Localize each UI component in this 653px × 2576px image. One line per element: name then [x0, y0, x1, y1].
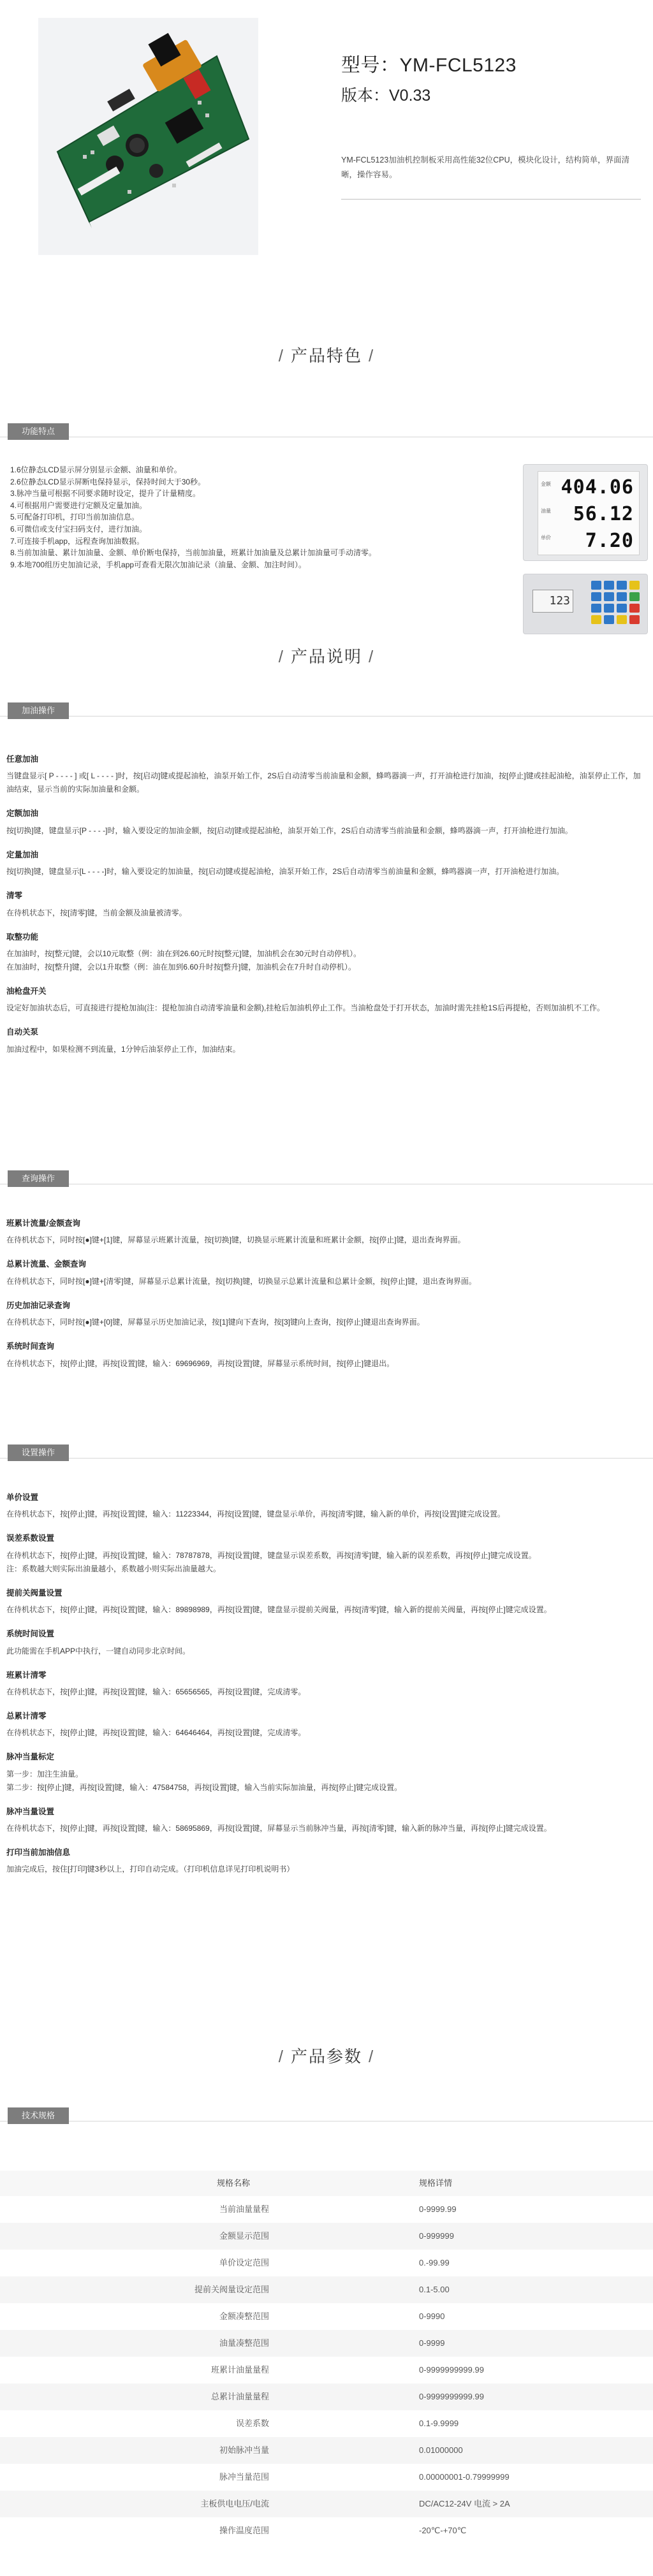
block-text: 按[切换]键，键盘显示[P - - - -]时，输入要设定的加油金额，按[启动]键或提起油枪，油泵开始工作，2S后自动清零当前油量和金额，蜂鸣器滴一声，打开油枪进行加油。: [6, 826, 573, 835]
table-row: [0, 2223, 653, 2250]
key: [617, 615, 627, 624]
block-heading: 班累计流量/金额查询: [6, 1219, 80, 1228]
keypad-keys: [591, 581, 642, 624]
key: [591, 581, 601, 590]
key: [604, 615, 614, 624]
table-row: [0, 2464, 653, 2491]
table-row: [0, 2357, 653, 2383]
spec-name: 脉冲当量范围: [219, 2471, 269, 2482]
block-heading: 系统时间查询: [6, 1342, 55, 1351]
product-image: [38, 18, 258, 255]
spec-value: 0-9999999999.99: [326, 2383, 653, 2410]
section-title-text: 产品说明: [290, 647, 362, 666]
block-text: 在待机状态下，同时按[●]键+[1]键，屏幕显示班累计流量，按[切换]键，切换显示班累计流量和班累计金额，按[停止]键，退出查询界面。: [6, 1235, 466, 1245]
spec-name: 单价设定范围: [219, 2257, 269, 2267]
section-title-manual: / 产品说明 /: [278, 647, 375, 666]
section-title-params: / 产品参数 /: [278, 2047, 375, 2066]
settings-block: [6, 1532, 644, 1575]
block-text: 在待机状态下，按[停止]键，再按[设置]键，输入：89898989，再按[设置]键，键盘显示提前关阀量，再按[清零]键，输入新的提前关阀量，再按[停止]键完成设置。: [6, 1605, 552, 1615]
block-heading: 脉冲当量设置: [6, 1807, 55, 1816]
spec-name: 班累计油量量程: [210, 2364, 269, 2375]
list-item: 8.当前加油量、累计加油量、金额、单价断电保持，当前加油量，班累计加油量及总累计加油量可手动清零。: [10, 548, 377, 558]
key: [617, 581, 627, 590]
key: [617, 604, 627, 613]
tag-specs: 技术规格: [8, 2107, 69, 2124]
spec-value: 0.1-9.9999: [419, 2418, 459, 2428]
section-title-text: 产品特色: [290, 346, 362, 365]
hero-text: [341, 51, 517, 108]
lcd-amount: 404.06: [561, 476, 634, 498]
block-heading: 清零: [6, 891, 23, 901]
settings-block: [6, 1587, 644, 1617]
block-text: 当键盘显示[ P - - - - ] 或[ L - - - - ]时，按[启动]键或提起油枪，油泵开始工作，2S后自动清零当前油量和金额，蜂鸣器滴一声，打开油枪进行加油，按[停止]键或挂起油枪，油泵停止工作，加油结束，显示当前的实际加油量和金额。: [6, 771, 641, 794]
block-heading: 总累计清零: [6, 1711, 47, 1721]
block-heading: 取整功能: [6, 932, 39, 942]
block-text: 在待机状态下，按[停止]键，再按[设置]键，输入：69696969，再按[设置]键，屏幕显示系统时间，按[停止]键退出。: [6, 1358, 395, 1368]
table-row: [0, 2383, 653, 2410]
refuel-block: [6, 1026, 644, 1056]
table-row: [0, 2330, 653, 2357]
spec-name: 误差系数: [235, 2418, 269, 2428]
tag-bar-features: [0, 423, 653, 437]
spec-name: 提前关阀量设定范围: [0, 2276, 326, 2303]
tag-bar-refuel: [0, 702, 653, 717]
refuel-block: [6, 890, 644, 919]
block-text: 设定好加油状态后，可直接进行提枪加油(注：提枪加油自动清零油量和金额),挂枪后加油机停止工作。当油枪盘处于打开状态，加油时需先挂枪1S后再提枪，否则加油机不工作。: [6, 1003, 605, 1013]
settings-block: [6, 1806, 644, 1835]
block-heading: 历史加油记录查询: [6, 1300, 71, 1310]
lcd-label-volume: 油量: [541, 508, 551, 514]
divider: [341, 199, 641, 200]
tag-refuel: 加油操作: [8, 702, 69, 719]
list-item: 3.脉冲当量可根据不同要求随时设定，提升了计量精度。: [10, 489, 201, 498]
spec-name: 初始脉冲当量: [0, 2437, 326, 2464]
list-item: 7.可连接手机app，远程查询加油数据。: [10, 536, 145, 546]
list-item: 4.可根据用户需要进行定额及定量加油。: [10, 500, 147, 510]
spec-value: 0.01000000: [326, 2437, 653, 2464]
spec-name: 当前油量量程: [219, 2204, 269, 2214]
refuel-block: [6, 753, 644, 796]
table-row: [0, 2491, 653, 2517]
key: [629, 592, 640, 601]
block-heading: 任意加油: [6, 755, 39, 764]
list-item: 9.本地700组历史加油记录，手机app可查看无限次加油记录（油量、金额、加注时间）。: [10, 560, 307, 569]
settings-block: [6, 1847, 644, 1876]
block-text: 在待机状态下，按[停止]键，再按[设置]键，输入：65656565，再按[设置]键，完成清零。: [6, 1687, 306, 1696]
spec-table: [0, 2171, 653, 2544]
table-header-detail: 规格详情: [326, 2171, 653, 2196]
query-content: [6, 1218, 644, 1382]
lcd-volume: 56.12: [573, 503, 634, 525]
feature-list: [10, 464, 520, 571]
spec-value: DC/AC12-24V 电流 > 2A: [326, 2491, 653, 2517]
spec-value: -20℃-+70℃: [419, 2525, 467, 2535]
key: [629, 581, 640, 590]
table-header-row: [0, 2171, 653, 2196]
table-row: [0, 2303, 653, 2330]
block-text: 在待机状态下，按[停止]键，再按[设置]键，输入：78787878，再按[设置]键，键盘显示误差系数，再按[清零]键，输入新的误差系数，再按[停止]键完成设置。 注：系数越大则实际出油量越小，系数越小则实际出油量越大。: [6, 1550, 536, 1573]
block-heading: 单价设置: [6, 1493, 39, 1502]
refuel-block: [6, 986, 644, 1015]
section-title-features: / 产品特色 /: [278, 346, 375, 365]
spec-name: 主板供电电压/电流: [0, 2491, 326, 2517]
block-text: 加油完成后，按住[打印]键3秒以上，打印自动完成。（打印机信息详见打印机说明书）: [6, 1865, 295, 1874]
table-row: [0, 2250, 653, 2276]
spec-name: 操作温度范围: [219, 2525, 269, 2535]
key: [604, 604, 614, 613]
list-item: 2.6位静态LCD显示屏断电保持显示，保持时间大于30秒。: [10, 477, 206, 486]
settings-content: [6, 1492, 644, 1888]
query-block: [6, 1258, 644, 1288]
table-header-name: 规格名称: [0, 2171, 326, 2196]
refuel-block: [6, 849, 644, 878]
spec-value: 0-9999.99: [419, 2204, 457, 2214]
key: [591, 615, 601, 624]
tag-settings: 设置操作: [8, 1444, 69, 1461]
lcd-label-price: 单价: [541, 535, 551, 541]
query-block: [6, 1341, 644, 1370]
settings-block: [6, 1751, 644, 1794]
spec-name: 油量凑整范围: [0, 2330, 326, 2357]
table-row: [0, 2276, 653, 2303]
refuel-block: [6, 931, 644, 974]
block-text: 第一步：加注生油量。 第二步：按[停止]键，再按[设置]键，输入：47584758，再按[设置]键，输入当前实际加油量，再按[停止]键完成设置。: [6, 1769, 402, 1792]
block-text: 在待机状态下，按[停止]键，再按[设置]键，输入：58695869，再按[设置]键，屏幕显示当前脉冲当量，再按[清零]键，输入新的脉冲当量，再按[停止]键完成设置。: [6, 1824, 552, 1833]
model-title: 型号：YM-FCL5123: [341, 55, 517, 76]
spec-value: 0.1-5.00: [326, 2276, 653, 2303]
block-heading: 脉冲当量标定: [6, 1752, 55, 1762]
query-block: [6, 1218, 644, 1247]
spec-value: 0-9999: [326, 2330, 653, 2357]
lcd-display-image: [523, 464, 648, 561]
tag-bar-settings: [0, 1444, 653, 1459]
key: [604, 581, 614, 590]
block-heading: 系统时间设置: [6, 1629, 55, 1639]
spec-value: 0-9999999999.99: [419, 2364, 484, 2375]
tag-bar-specs: [0, 2107, 653, 2121]
key: [617, 592, 627, 601]
key: [604, 592, 614, 601]
lcd-price: 7.20: [585, 530, 634, 552]
spec-value: 0.-99.99: [419, 2257, 450, 2267]
block-heading: 总累计流量、金额查询: [6, 1260, 87, 1269]
list-item: 5.可配备打印机，打印当前加油信息。: [10, 513, 140, 522]
block-text: 此功能需在手机APP中执行，一键自动同步北京时间。: [6, 1646, 191, 1655]
spec-name: 金额显示范围: [0, 2223, 326, 2250]
table-row: [0, 2517, 653, 2544]
block-text: 按[切换]键，键盘显示[L - - - -]时，输入要设定的加油量，按[启动]键或提起油枪，油泵开始工作，2S后自动清零当前油量和金额，蜂鸣器滴一声，打开油枪进行加油。: [6, 867, 564, 877]
keypad-image: [523, 574, 648, 634]
spec-name: 金额凑整范围: [219, 2311, 269, 2321]
settings-block: [6, 1710, 644, 1740]
block-heading: 定额加油: [6, 809, 39, 819]
table-row: [0, 2437, 653, 2464]
query-block: [6, 1300, 644, 1329]
table-row: [0, 2410, 653, 2437]
block-heading: 误差系数设置: [6, 1534, 55, 1543]
key: [591, 592, 601, 601]
block-heading: 自动关泵: [6, 1028, 39, 1037]
version-title: 版本：V0.33: [341, 86, 431, 105]
list-item: 1.6位静态LCD显示屏分别显示金额、油量和单价。: [10, 465, 182, 474]
block-heading: 班累计清零: [6, 1670, 47, 1680]
key: [591, 604, 601, 613]
key: [629, 615, 640, 624]
block-text: 在待机状态下，同时按[●]键+[清零]键，屏幕显示总累计流量，按[切换]键，切换显示总累计流量和总累计金额，按[停止]键，退出查询界面。: [6, 1276, 476, 1286]
spec-value: 0.00000001-0.79999999: [419, 2471, 510, 2482]
settings-block: [6, 1628, 644, 1657]
block-heading: 提前关阀量设置: [6, 1588, 62, 1597]
refuel-content: [6, 753, 644, 1068]
block-heading: 定量加油: [6, 850, 39, 859]
tag-features: 功能特点: [8, 423, 69, 440]
spec-name: 总累计油量量程: [0, 2383, 326, 2410]
settings-block: [6, 1670, 644, 1699]
tag-bar-query: [0, 1170, 653, 1184]
spec-value: 0-999999: [326, 2223, 653, 2250]
keypad-screen: 123: [532, 590, 573, 613]
block-heading: 打印当前加油信息: [6, 1848, 71, 1857]
block-text: 加油过程中，如果检测不到流量，1分钟后油泵停止工作，加油结束。: [6, 1044, 240, 1054]
list-item: 6.可微信或支付宝扫码支付，进行加油。: [10, 524, 147, 534]
block-text: 在待机状态下，按[停止]键，再按[设置]键，输入：11223344，再按[设置]键，键盘显示单价，再按[清零]键，输入新的单价，再按[设置]键完成设置。: [6, 1510, 505, 1519]
block-heading: 油枪盘开关: [6, 986, 47, 996]
table-row: [0, 2196, 653, 2223]
settings-block: [6, 1492, 644, 1521]
section-title-text: 产品参数: [290, 2047, 362, 2066]
pcb-board-illustration: [38, 18, 258, 255]
spec-value: 0-9990: [419, 2311, 445, 2321]
hero: [0, 0, 653, 268]
lcd-label-amount: 金额: [541, 481, 551, 487]
block-text: 在待机状态下，按[清零]键，当前金额及油量被清零。: [6, 908, 187, 917]
block-text: 在待机状态下，按[停止]键，再按[设置]键，输入：64646464，再按[设置]键，完成清零。: [6, 1728, 306, 1738]
block-text: 在待机状态下，同时按[●]键+[0]键，屏幕显示历史加油记录，按[1]键向下查询，按[3]键向上查询，按[停止]键退出查询界面。: [6, 1318, 425, 1327]
key: [629, 604, 640, 613]
hero-description: YM-FCL5123加油机控制板采用高性能32位CPU，模块化设计，结构简单，界面清晰，操作容易。: [341, 156, 630, 179]
tag-query: 查询操作: [8, 1170, 69, 1187]
lcd-screen: [538, 471, 640, 555]
refuel-block: [6, 808, 644, 837]
block-text: 在加油时，按[整元]键，会以10元取整（例：油在到26.60元时按[整元]键，加油机会在30元时自动停机）。 在加油时，按[整升]键，会以1升取整（例：油在加到6.60升时按[整升]键，加油机会在7升时自动停机）。: [6, 949, 362, 971]
